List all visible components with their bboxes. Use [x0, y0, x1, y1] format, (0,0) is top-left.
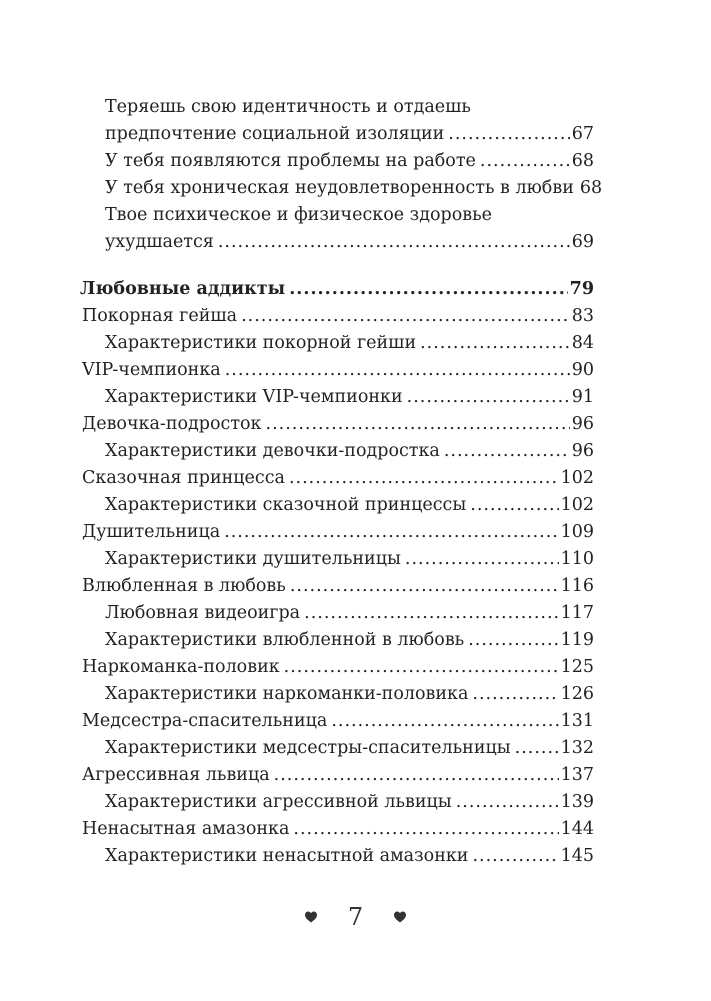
- heart-icon: [304, 910, 318, 924]
- toc-page-number: 83: [571, 306, 594, 326]
- toc-entry[interactable]: [80, 816, 594, 843]
- toc-entry-title: У тебя хроническая неудовлетворенность в любви: [105, 178, 574, 198]
- toc-leader-dots: [284, 654, 559, 681]
- toc-entry-title: Душительница: [82, 522, 221, 542]
- toc-entry-title: Характеристики VIP-чемпионки: [105, 387, 403, 407]
- toc-entry[interactable]: [80, 175, 603, 202]
- toc-entry[interactable]: [80, 411, 594, 438]
- toc-entry-title: Медсестра-спасительница: [82, 711, 328, 731]
- toc-entry-title: Наркоманка-половик: [82, 657, 280, 677]
- toc-entry[interactable]: [80, 735, 594, 762]
- toc-leader-dots: [407, 384, 570, 411]
- toc-section-heading[interactable]: [80, 276, 594, 303]
- toc-entry-title: Покорная гейша: [82, 306, 238, 326]
- toc-page-number: 68: [579, 178, 603, 198]
- toc-entry[interactable]: [80, 148, 594, 175]
- toc-page-number: 116: [560, 576, 594, 596]
- toc-entry-title: Сказочная принцесса: [82, 468, 285, 488]
- toc-entry[interactable]: [80, 546, 594, 573]
- toc-entry[interactable]: [80, 357, 594, 384]
- toc-entry-title: Характеристики агрессивной львицы: [105, 792, 452, 812]
- toc-entry[interactable]: [80, 600, 594, 627]
- toc-entry-title: Любовная видеоигра: [105, 603, 301, 623]
- toc-entry-title: Агрессивная львица: [82, 765, 270, 785]
- toc-entry-title: У тебя появляются проблемы на работе: [105, 151, 476, 171]
- toc-entry[interactable]: [80, 330, 594, 357]
- toc-page-number: 90: [571, 360, 594, 380]
- toc-page-number: 102: [560, 495, 594, 515]
- toc-leader-dots: [266, 411, 570, 438]
- toc-page-number: 145: [560, 846, 594, 866]
- toc-page-number: 109: [560, 522, 594, 542]
- toc-page-number: 139: [560, 792, 594, 812]
- toc-page-number: 137: [560, 765, 594, 785]
- toc-leader-dots: [304, 600, 558, 627]
- toc-leader-dots: [331, 708, 558, 735]
- toc-page-number: 96: [571, 414, 594, 434]
- toc-entry[interactable]: [80, 573, 594, 600]
- toc-entry-title: Влюбленная в любовь: [82, 576, 286, 596]
- toc-leader-dots: [444, 438, 570, 465]
- toc-leader-dots: [472, 681, 558, 708]
- toc-leader-dots: [290, 573, 559, 600]
- toc-entry[interactable]: [80, 384, 594, 411]
- toc-entry[interactable]: [80, 438, 594, 465]
- toc-entry-title: предпочтение социальной изоляции: [105, 124, 445, 144]
- toc-leader-dots: [289, 276, 567, 303]
- toc-page-number: 132: [560, 738, 594, 758]
- toc-entry[interactable]: [80, 681, 594, 708]
- toc-leader-dots: [480, 148, 570, 175]
- toc-page-number: 84: [571, 333, 594, 353]
- toc-section-title: Любовные аддикты: [80, 279, 286, 299]
- toc-entry-title: Характеристики покорной гейши: [105, 333, 417, 353]
- toc-page-number: 96: [571, 441, 594, 461]
- toc-leader-dots: [224, 519, 558, 546]
- toc-page-number: 68: [571, 151, 594, 171]
- toc-entry-title: Характеристики влюбленной в любовь: [105, 630, 465, 650]
- toc-entry-title: VIP-чемпионка: [82, 360, 221, 380]
- toc-entry[interactable]: [80, 843, 594, 870]
- toc-entry[interactable]: [80, 762, 594, 789]
- toc-page-number: 131: [560, 711, 594, 731]
- heart-icon: [393, 910, 407, 924]
- toc-entry-title: Ненасытная амазонка: [82, 819, 290, 839]
- toc-leader-dots: [420, 330, 570, 357]
- toc-page-number: 69: [571, 232, 594, 252]
- toc-entry[interactable]: [80, 519, 594, 546]
- toc-leader-dots: [405, 546, 559, 573]
- toc-leader-dots: [225, 357, 570, 384]
- toc-page-number: 102: [560, 468, 594, 488]
- section-gap: [80, 256, 594, 276]
- toc-page-number: 125: [560, 657, 594, 677]
- toc-page-number: 79: [569, 279, 594, 299]
- toc-leader-dots: [470, 492, 558, 519]
- toc-leader-dots: [515, 735, 559, 762]
- toc-page-number: 117: [560, 603, 594, 623]
- toc-leader-dots: [293, 816, 558, 843]
- toc-entry[interactable]: [80, 492, 594, 519]
- toc-leader-dots: [274, 762, 559, 789]
- page-number: 7: [347, 903, 364, 931]
- toc-entry[interactable]: [80, 627, 594, 654]
- table-of-contents: [80, 94, 603, 870]
- toc-entry-title: Характеристики ненасытной амазонки: [105, 846, 469, 866]
- toc-page-number: 91: [571, 387, 594, 407]
- toc-entry-title: Характеристики девочки-подростка: [105, 441, 440, 461]
- toc-leader-dots: [218, 229, 570, 256]
- toc-entry-continued-line: Твое психическое и физическое здоровье: [105, 205, 493, 225]
- toc-entry-title: Девочка-подросток: [82, 414, 262, 434]
- toc-entry[interactable]: [80, 789, 594, 816]
- toc-entry[interactable]: [80, 465, 594, 492]
- toc-entry-title: ухудшается: [105, 232, 214, 252]
- toc-page-number: 144: [560, 819, 594, 839]
- toc-leader-dots: [468, 627, 558, 654]
- toc-leader-dots: [241, 303, 570, 330]
- toc-page-number: 67: [571, 124, 594, 144]
- page-footer: [0, 903, 711, 931]
- toc-leader-dots: [456, 789, 559, 816]
- toc-page-number: 119: [560, 630, 594, 650]
- toc-entry-title: Характеристики сказочной принцессы: [105, 495, 467, 515]
- toc-entry[interactable]: [80, 229, 594, 256]
- toc-page-number: 126: [560, 684, 594, 704]
- toc-leader-dots: [289, 465, 559, 492]
- toc-leader-dots: [448, 121, 569, 148]
- toc-entry-list: [80, 303, 594, 870]
- toc-entry[interactable]: [80, 121, 594, 148]
- toc-entry-continued-line: Теряешь свою идентичность и отдаешь: [105, 97, 471, 117]
- toc-leader-dots: [472, 843, 558, 870]
- toc-entry[interactable]: [80, 303, 594, 330]
- toc-entry[interactable]: [80, 654, 594, 681]
- toc-entry-title: Характеристики медсестры-спасительницы: [105, 738, 511, 758]
- toc-entry-title: Характеристики душительницы: [105, 549, 401, 569]
- toc-page-number: 110: [560, 549, 594, 569]
- toc-entry-title: Характеристики наркоманки-половика: [105, 684, 469, 704]
- toc-entry[interactable]: [80, 708, 594, 735]
